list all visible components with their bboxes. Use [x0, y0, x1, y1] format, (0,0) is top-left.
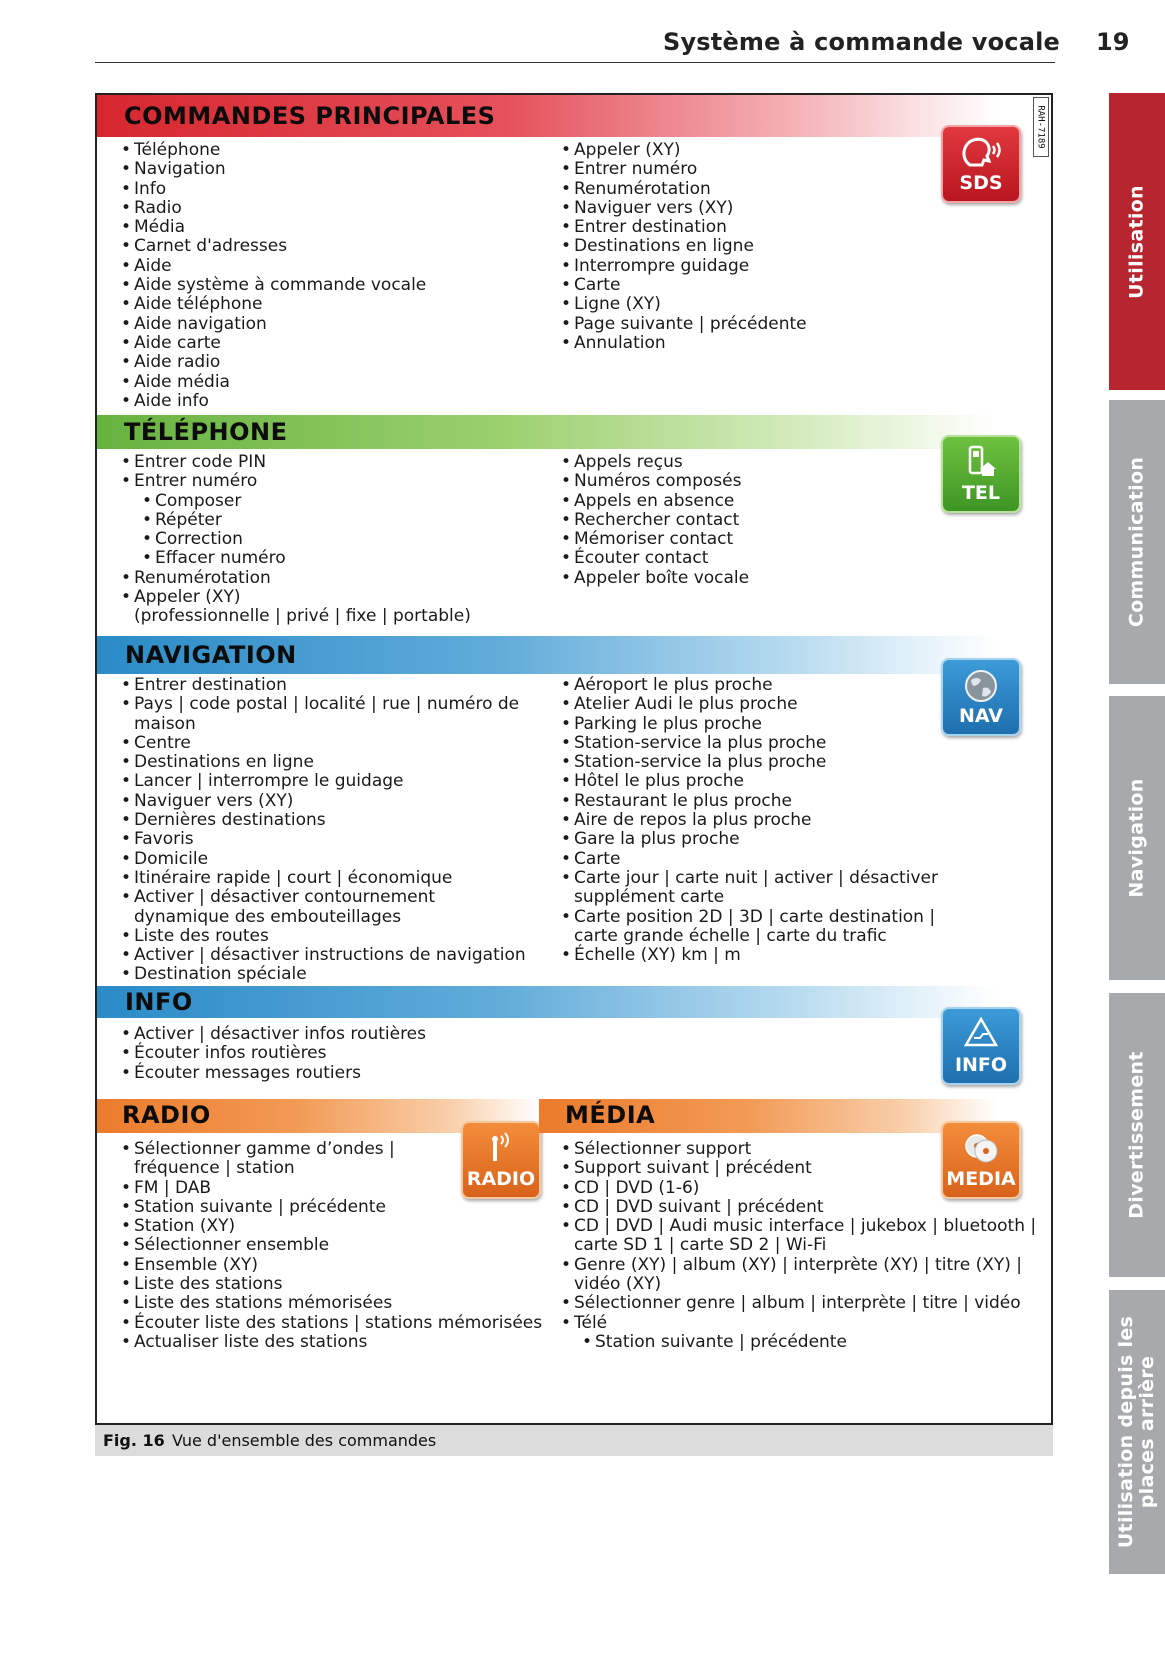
section-title-commandes: COMMANDES PRINCIPALES	[124, 102, 496, 130]
list-item: • Station suivante | précédente	[121, 1198, 542, 1217]
list-item: • Aide navigation	[121, 315, 426, 334]
list-item: maison	[134, 713, 196, 734]
section-title-radio: RADIO	[122, 1101, 211, 1129]
list-item: • Activer | désactiver infos routières	[121, 1025, 426, 1044]
header-title: Système à commande vocale	[662, 28, 1060, 56]
list-commandes-left	[121, 141, 426, 411]
list-item: • Page suivante | précédente	[561, 315, 807, 334]
figure-commands-overview	[95, 93, 1053, 1425]
badge-media	[941, 1121, 1021, 1199]
list-item: vidéo (XY)	[574, 1274, 662, 1295]
section-title-navigation: NAVIGATION	[125, 641, 297, 669]
list-item: • Mémoriser contact	[561, 530, 749, 549]
list-item: • Destination spéciale	[121, 965, 526, 984]
list-item: • Carte	[561, 850, 938, 869]
list-item: • Entrer code PIN	[121, 453, 471, 472]
list-item: • Numéros composés	[561, 472, 749, 491]
list-item: • Entrer destination	[561, 218, 807, 237]
list-item: • Aide info	[121, 392, 426, 411]
list-item: • Appeler (XY)	[561, 141, 807, 160]
list-item: • Sélectionner ensemble	[121, 1236, 542, 1255]
list-item: • Info	[121, 180, 426, 199]
list-item: • Appeler boîte vocale	[561, 569, 749, 588]
list-item: • Parking le plus proche	[561, 715, 938, 734]
badge-label: INFO	[954, 1054, 1008, 1076]
tab-label: Utilisation	[1125, 184, 1148, 299]
list-item: • Sélectionner gamme d’ondes |	[121, 1140, 542, 1159]
tab-label: Utilisation depuis les places arrière	[1115, 1315, 1158, 1549]
list-commandes-right	[561, 141, 807, 353]
list-item: • Station suivante | précédente	[561, 1333, 1036, 1352]
list-item: • Station-service la plus proche	[561, 734, 938, 753]
figure-ref-code: RAH-7189	[1033, 97, 1049, 157]
list-item: • Annulation	[561, 334, 807, 353]
antenna-icon	[484, 1131, 518, 1165]
list-item: • CD | DVD (1-6)	[561, 1179, 1036, 1198]
header-rule	[95, 62, 1055, 63]
list-item: • Entrer numéro	[561, 160, 807, 179]
list-item: • Appels en absence	[561, 492, 749, 511]
tab-places-arriere[interactable]	[1109, 1290, 1165, 1574]
list-item: • Télé	[561, 1314, 1036, 1333]
list-item: • Itinéraire rapide | court | économique	[121, 869, 526, 888]
list-item: • Navigation	[121, 160, 426, 179]
caption-label: Fig. 16	[103, 1431, 165, 1450]
list-item: • Dernières destinations	[121, 811, 526, 830]
list-item: • FM | DAB	[121, 1179, 542, 1198]
list-telephone-left	[121, 453, 471, 627]
list-item: • Activer | désactiver instructions de navigation	[121, 946, 526, 965]
badge-label: SDS	[959, 172, 1003, 194]
list-item: fréquence | station	[134, 1158, 295, 1179]
list-item: • Renumérotation	[561, 180, 807, 199]
list-item: • Sélectionner support	[561, 1140, 1036, 1159]
list-item: • Composer	[121, 492, 471, 511]
list-item: • Téléphone	[121, 141, 426, 160]
list-item: • Restaurant le plus proche	[561, 792, 938, 811]
list-item: • Radio	[121, 199, 426, 218]
list-item: • Activer | désactiver contournement	[121, 888, 526, 907]
list-item: • Support suivant | précédent	[561, 1159, 1036, 1178]
list-item: • Entrer destination	[121, 676, 526, 695]
badge-label: MEDIA	[946, 1168, 1016, 1190]
list-item: • Média	[121, 218, 426, 237]
badge-label: NAV	[958, 705, 1004, 727]
list-item: • Destinations en ligne	[561, 237, 807, 256]
tab-label: Communication	[1125, 456, 1148, 628]
list-item: • Sélectionner genre | album | interprète | titre | vidéo	[561, 1294, 1036, 1313]
list-item: • Aide radio	[121, 353, 426, 372]
list-item: • Liste des routes	[121, 927, 526, 946]
list-item: • Gare la plus proche	[561, 830, 938, 849]
globe-icon	[963, 668, 999, 704]
list-item: • Destinations en ligne	[121, 753, 526, 772]
speaking-head-icon	[958, 135, 1004, 169]
list-item: • Écouter messages routiers	[121, 1064, 426, 1083]
list-item: • Liste des stations	[121, 1275, 542, 1294]
list-item: • Naviguer vers (XY)	[561, 199, 807, 218]
list-info	[121, 1025, 426, 1083]
badge-sds	[941, 125, 1021, 203]
list-item: • Aire de repos la plus proche	[561, 811, 938, 830]
list-item: • Aide téléphone	[121, 295, 426, 314]
list-item: • Liste des stations mémorisées	[121, 1294, 542, 1313]
list-navigation-left	[121, 676, 526, 985]
list-item: • Effacer numéro	[121, 549, 471, 568]
list-item: • Répéter	[121, 511, 471, 530]
list-item: • Lancer | interrompre le guidage	[121, 772, 526, 791]
list-navigation-right	[561, 676, 938, 965]
badge-info	[941, 1007, 1021, 1085]
warning-triangle-icon	[964, 1017, 998, 1047]
list-item: • Rechercher contact	[561, 511, 749, 530]
page-number: 19	[1096, 28, 1130, 56]
badge-label: RADIO	[466, 1168, 536, 1190]
list-item: • Pays | code postal | localité | rue | numéro de	[121, 695, 526, 714]
list-item: supplément carte	[574, 887, 725, 908]
list-item: • Station-service la plus proche	[561, 753, 938, 772]
tab-navigation[interactable]	[1109, 696, 1165, 980]
list-item: • Aide carte	[121, 334, 426, 353]
badge-nav	[941, 658, 1021, 736]
list-item: • Interrompre guidage	[561, 257, 807, 276]
list-item: • Appels reçus	[561, 453, 749, 472]
discs-icon	[963, 1131, 999, 1165]
section-title-telephone: TÉLÉPHONE	[124, 418, 288, 446]
figure-caption	[95, 1425, 1053, 1456]
badge-radio	[461, 1121, 541, 1199]
list-item: • Genre (XY) | album (XY) | interprète (XY) | titre (XY) |	[561, 1256, 1036, 1275]
phone-home-icon	[964, 445, 998, 479]
list-item: • Entrer numéro	[121, 472, 471, 491]
badge-label: TEL	[961, 482, 1001, 504]
list-item: • Renumérotation	[121, 569, 471, 588]
list-item: carte grande échelle | carte du trafic	[574, 925, 887, 946]
list-item: • CD | DVD | Audi music interface | jukebox | bluetooth |	[561, 1217, 1036, 1236]
list-item: • Domicile	[121, 850, 526, 869]
section-title-media: MÉDIA	[565, 1101, 656, 1129]
caption-text: Vue d'ensemble des commandes	[172, 1431, 437, 1450]
list-item: • Actualiser liste des stations	[121, 1333, 542, 1352]
section-band-info	[97, 986, 997, 1018]
list-item: • Centre	[121, 734, 526, 753]
list-item: • Aide système à commande vocale	[121, 276, 426, 295]
list-item: • Naviguer vers (XY)	[121, 792, 526, 811]
list-item: • Favoris	[121, 830, 526, 849]
tab-communication[interactable]	[1109, 400, 1165, 684]
badge-tel	[941, 435, 1021, 513]
section-title-info: INFO	[125, 988, 193, 1016]
list-item: • Écouter infos routières	[121, 1044, 426, 1063]
list-item: • Atelier Audi le plus proche	[561, 695, 938, 714]
list-item: • Carnet d'adresses	[121, 237, 426, 256]
tab-utilisation[interactable]	[1109, 93, 1165, 390]
tab-label: Divertissement	[1125, 1051, 1148, 1219]
list-item: • CD | DVD suivant | précédent	[561, 1198, 1036, 1217]
list-item: • Aéroport le plus proche	[561, 676, 938, 695]
list-item: • Station (XY)	[121, 1217, 542, 1236]
list-telephone-right	[561, 453, 749, 588]
list-item: • Carte jour | carte nuit | activer | désactiver	[561, 869, 938, 888]
list-item: • Correction	[121, 530, 471, 549]
list-item: • Aide média	[121, 373, 426, 392]
tab-label: Navigation	[1125, 778, 1148, 898]
list-item: • Échelle (XY) km | m	[561, 946, 938, 965]
list-item: • Ligne (XY)	[561, 295, 807, 314]
list-item: carte SD 1 | carte SD 2 | Wi-Fi	[574, 1235, 827, 1256]
list-item: (professionnelle | privé | fixe | portable)	[134, 606, 471, 627]
list-item: • Appeler (XY)	[121, 588, 471, 607]
list-item: • Écouter liste des stations | stations mémorisées	[121, 1314, 542, 1333]
list-item: • Carte	[561, 276, 807, 295]
list-item: dynamique des embouteillages	[134, 906, 402, 927]
list-item: • Hôtel le plus proche	[561, 772, 938, 791]
list-item: • Carte position 2D | 3D | carte destination |	[561, 908, 938, 927]
tab-divertissement[interactable]	[1109, 993, 1165, 1277]
list-item: • Écouter contact	[561, 549, 749, 568]
list-item: • Aide	[121, 257, 426, 276]
list-item: • Ensemble (XY)	[121, 1256, 542, 1275]
